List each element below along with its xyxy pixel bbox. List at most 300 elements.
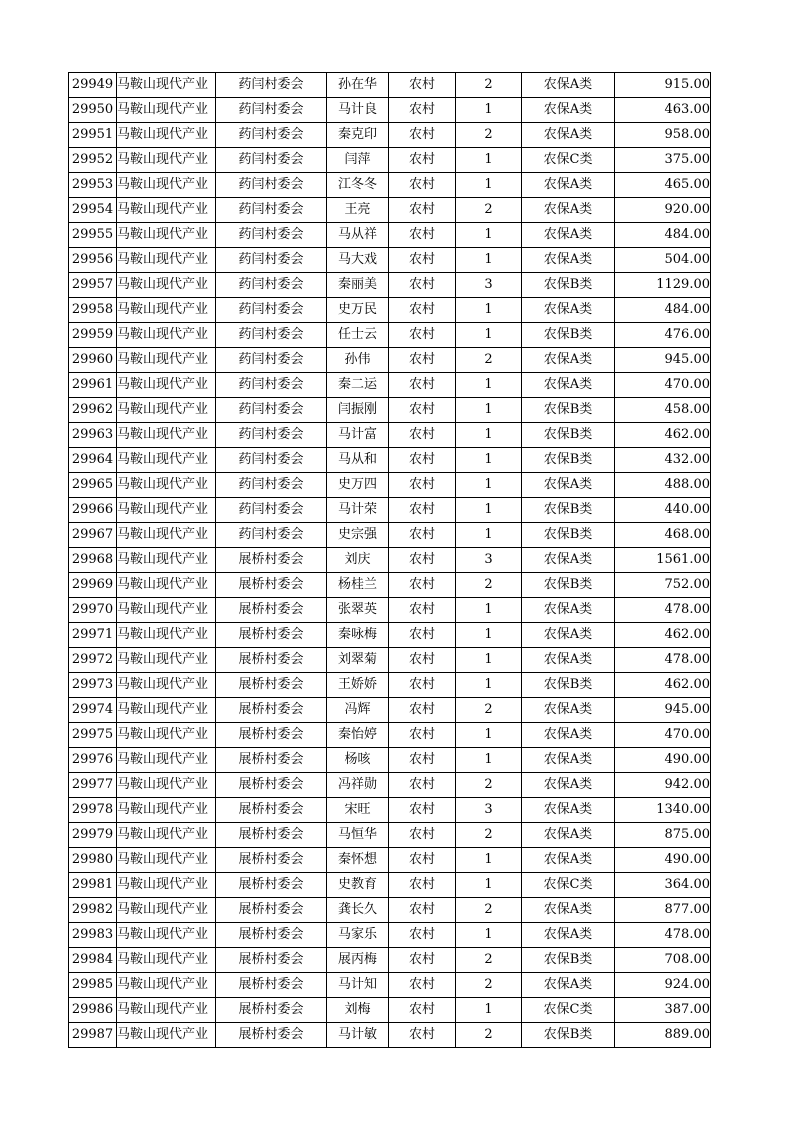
household-count-cell: 1 — [456, 473, 522, 498]
insurance-category-cell: 农保A类 — [522, 348, 615, 373]
insurance-category-cell: 农保A类 — [522, 598, 615, 623]
table-row — [69, 398, 711, 423]
amount-cell: 462.00 — [615, 623, 711, 648]
household-count-cell: 3 — [456, 548, 522, 573]
record-id-cell: 29952 — [69, 148, 117, 173]
insurance-category-cell: 农保A类 — [522, 373, 615, 398]
record-id-cell: 29960 — [69, 348, 117, 373]
table-row — [69, 873, 711, 898]
amount-cell: 945.00 — [615, 698, 711, 723]
table-row — [69, 648, 711, 673]
insurance-category-cell: 农保A类 — [522, 898, 615, 923]
amount-cell: 708.00 — [615, 948, 711, 973]
amount-cell: 958.00 — [615, 123, 711, 148]
table-row — [69, 573, 711, 598]
record-id-cell: 29949 — [69, 73, 117, 98]
record-id-cell: 29977 — [69, 773, 117, 798]
person-name-cell: 张翠英 — [327, 598, 389, 623]
village-committee-cell: 药闫村委会 — [216, 223, 327, 248]
table-row — [69, 773, 711, 798]
village-committee-cell: 药闫村委会 — [216, 398, 327, 423]
person-name-cell: 秦克印 — [327, 123, 389, 148]
village-committee-cell: 展桥村委会 — [216, 698, 327, 723]
residence-type-cell: 农村 — [389, 148, 456, 173]
village-committee-cell: 展桥村委会 — [216, 948, 327, 973]
table-row — [69, 373, 711, 398]
household-count-cell: 2 — [456, 348, 522, 373]
household-count-cell: 1 — [456, 623, 522, 648]
table-row — [69, 898, 711, 923]
organization-cell: 马鞍山现代产业 — [117, 448, 216, 473]
insurance-category-cell: 农保B类 — [522, 523, 615, 548]
amount-cell: 465.00 — [615, 173, 711, 198]
table-row — [69, 723, 711, 748]
organization-cell: 马鞍山现代产业 — [117, 873, 216, 898]
village-committee-cell: 展桥村委会 — [216, 873, 327, 898]
residence-type-cell: 农村 — [389, 848, 456, 873]
table-row — [69, 323, 711, 348]
insurance-category-cell: 农保B类 — [522, 673, 615, 698]
village-committee-cell: 展桥村委会 — [216, 773, 327, 798]
residence-type-cell: 农村 — [389, 248, 456, 273]
village-committee-cell: 药闫村委会 — [216, 198, 327, 223]
village-committee-cell: 药闫村委会 — [216, 98, 327, 123]
organization-cell: 马鞍山现代产业 — [117, 273, 216, 298]
organization-cell: 马鞍山现代产业 — [117, 698, 216, 723]
household-count-cell: 2 — [456, 948, 522, 973]
insurance-category-cell: 农保A类 — [522, 623, 615, 648]
amount-cell: 484.00 — [615, 298, 711, 323]
residence-type-cell: 农村 — [389, 573, 456, 598]
village-committee-cell: 药闫村委会 — [216, 173, 327, 198]
insurance-category-cell: 农保B类 — [522, 423, 615, 448]
organization-cell: 马鞍山现代产业 — [117, 348, 216, 373]
village-committee-cell: 药闫村委会 — [216, 473, 327, 498]
amount-cell: 470.00 — [615, 723, 711, 748]
village-committee-cell: 药闫村委会 — [216, 248, 327, 273]
record-id-cell: 29965 — [69, 473, 117, 498]
person-name-cell: 马家乐 — [327, 923, 389, 948]
village-committee-cell: 药闫村委会 — [216, 348, 327, 373]
village-committee-cell: 药闫村委会 — [216, 523, 327, 548]
organization-cell: 马鞍山现代产业 — [117, 223, 216, 248]
person-name-cell: 杨桂兰 — [327, 573, 389, 598]
household-count-cell: 2 — [456, 773, 522, 798]
insurance-category-cell: 农保B类 — [522, 1023, 615, 1048]
residence-type-cell: 农村 — [389, 923, 456, 948]
ledger-body — [69, 73, 711, 1048]
table-row — [69, 98, 711, 123]
person-name-cell: 秦咏梅 — [327, 623, 389, 648]
table-row — [69, 673, 711, 698]
person-name-cell: 龚长久 — [327, 898, 389, 923]
household-count-cell: 3 — [456, 798, 522, 823]
record-id-cell: 29986 — [69, 998, 117, 1023]
person-name-cell: 王亮 — [327, 198, 389, 223]
amount-cell: 484.00 — [615, 223, 711, 248]
person-name-cell: 孙在华 — [327, 73, 389, 98]
residence-type-cell: 农村 — [389, 323, 456, 348]
record-id-cell: 29957 — [69, 273, 117, 298]
household-count-cell: 1 — [456, 648, 522, 673]
amount-cell: 375.00 — [615, 148, 711, 173]
record-id-cell: 29962 — [69, 398, 117, 423]
table-row — [69, 523, 711, 548]
residence-type-cell: 农村 — [389, 623, 456, 648]
record-id-cell: 29969 — [69, 573, 117, 598]
amount-cell: 920.00 — [615, 198, 711, 223]
table-row — [69, 798, 711, 823]
table-row — [69, 973, 711, 998]
person-name-cell: 马计荣 — [327, 498, 389, 523]
amount-cell: 440.00 — [615, 498, 711, 523]
amount-cell: 915.00 — [615, 73, 711, 98]
amount-cell: 752.00 — [615, 573, 711, 598]
amount-cell: 877.00 — [615, 898, 711, 923]
table-row — [69, 273, 711, 298]
organization-cell: 马鞍山现代产业 — [117, 398, 216, 423]
village-committee-cell: 展桥村委会 — [216, 923, 327, 948]
household-count-cell: 3 — [456, 273, 522, 298]
record-id-cell: 29963 — [69, 423, 117, 448]
amount-cell: 1129.00 — [615, 273, 711, 298]
insurance-category-cell: 农保C类 — [522, 148, 615, 173]
record-id-cell: 29984 — [69, 948, 117, 973]
organization-cell: 马鞍山现代产业 — [117, 148, 216, 173]
amount-cell: 462.00 — [615, 673, 711, 698]
organization-cell: 马鞍山现代产业 — [117, 948, 216, 973]
record-id-cell: 29973 — [69, 673, 117, 698]
amount-cell: 432.00 — [615, 448, 711, 473]
insurance-category-cell: 农保A类 — [522, 648, 615, 673]
amount-cell: 478.00 — [615, 598, 711, 623]
table-row — [69, 123, 711, 148]
table-row — [69, 598, 711, 623]
organization-cell: 马鞍山现代产业 — [117, 748, 216, 773]
table-row — [69, 748, 711, 773]
record-id-cell: 29968 — [69, 548, 117, 573]
organization-cell: 马鞍山现代产业 — [117, 773, 216, 798]
record-id-cell: 29974 — [69, 698, 117, 723]
person-name-cell: 马计敏 — [327, 1023, 389, 1048]
table-row — [69, 448, 711, 473]
insurance-category-cell: 农保B类 — [522, 573, 615, 598]
organization-cell: 马鞍山现代产业 — [117, 723, 216, 748]
household-count-cell: 1 — [456, 673, 522, 698]
village-committee-cell: 展桥村委会 — [216, 1023, 327, 1048]
record-id-cell: 29964 — [69, 448, 117, 473]
household-count-cell: 1 — [456, 723, 522, 748]
insurance-category-cell: 农保A类 — [522, 123, 615, 148]
amount-cell: 470.00 — [615, 373, 711, 398]
table-row — [69, 823, 711, 848]
record-id-cell: 29975 — [69, 723, 117, 748]
household-count-cell: 1 — [456, 323, 522, 348]
table-row — [69, 148, 711, 173]
household-count-cell: 2 — [456, 123, 522, 148]
village-committee-cell: 展桥村委会 — [216, 548, 327, 573]
amount-cell: 1561.00 — [615, 548, 711, 573]
household-count-cell: 2 — [456, 698, 522, 723]
residence-type-cell: 农村 — [389, 223, 456, 248]
person-name-cell: 史教育 — [327, 873, 389, 898]
organization-cell: 马鞍山现代产业 — [117, 973, 216, 998]
organization-cell: 马鞍山现代产业 — [117, 323, 216, 348]
insurance-category-cell: 农保B类 — [522, 948, 615, 973]
residence-type-cell: 农村 — [389, 748, 456, 773]
village-committee-cell: 展桥村委会 — [216, 648, 327, 673]
insurance-category-cell: 农保A类 — [522, 773, 615, 798]
village-committee-cell: 展桥村委会 — [216, 823, 327, 848]
insurance-category-cell: 农保A类 — [522, 298, 615, 323]
record-id-cell: 29966 — [69, 498, 117, 523]
organization-cell: 马鞍山现代产业 — [117, 173, 216, 198]
residence-type-cell: 农村 — [389, 523, 456, 548]
residence-type-cell: 农村 — [389, 948, 456, 973]
village-committee-cell: 药闫村委会 — [216, 423, 327, 448]
record-id-cell: 29967 — [69, 523, 117, 548]
household-count-cell: 1 — [456, 523, 522, 548]
record-id-cell: 29980 — [69, 848, 117, 873]
organization-cell: 马鞍山现代产业 — [117, 298, 216, 323]
person-name-cell: 冯祥勋 — [327, 773, 389, 798]
village-committee-cell: 药闫村委会 — [216, 123, 327, 148]
person-name-cell: 秦怀想 — [327, 848, 389, 873]
insurance-category-cell: 农保A类 — [522, 73, 615, 98]
residence-type-cell: 农村 — [389, 298, 456, 323]
insurance-category-cell: 农保A类 — [522, 473, 615, 498]
insurance-category-cell: 农保B类 — [522, 448, 615, 473]
record-id-cell: 29981 — [69, 873, 117, 898]
amount-cell: 364.00 — [615, 873, 711, 898]
residence-type-cell: 农村 — [389, 973, 456, 998]
organization-cell: 马鞍山现代产业 — [117, 498, 216, 523]
residence-type-cell: 农村 — [389, 373, 456, 398]
insurance-category-cell: 农保A类 — [522, 823, 615, 848]
record-id-cell: 29982 — [69, 898, 117, 923]
table-row — [69, 498, 711, 523]
person-name-cell: 王娇娇 — [327, 673, 389, 698]
amount-cell: 504.00 — [615, 248, 711, 273]
amount-cell: 458.00 — [615, 398, 711, 423]
village-committee-cell: 展桥村委会 — [216, 623, 327, 648]
organization-cell: 马鞍山现代产业 — [117, 1023, 216, 1048]
household-count-cell: 1 — [456, 598, 522, 623]
organization-cell: 马鞍山现代产业 — [117, 523, 216, 548]
person-name-cell: 刘翠菊 — [327, 648, 389, 673]
record-id-cell: 29954 — [69, 198, 117, 223]
insurance-category-cell: 农保A类 — [522, 973, 615, 998]
organization-cell: 马鞍山现代产业 — [117, 673, 216, 698]
organization-cell: 马鞍山现代产业 — [117, 373, 216, 398]
insurance-category-cell: 农保C类 — [522, 998, 615, 1023]
residence-type-cell: 农村 — [389, 823, 456, 848]
household-count-cell: 2 — [456, 1023, 522, 1048]
amount-cell: 924.00 — [615, 973, 711, 998]
residence-type-cell: 农村 — [389, 123, 456, 148]
table-row — [69, 173, 711, 198]
record-id-cell: 29987 — [69, 1023, 117, 1048]
table-row — [69, 623, 711, 648]
table-row — [69, 198, 711, 223]
amount-cell: 1340.00 — [615, 798, 711, 823]
record-id-cell: 29985 — [69, 973, 117, 998]
village-committee-cell: 药闫村委会 — [216, 373, 327, 398]
amount-cell: 490.00 — [615, 848, 711, 873]
village-committee-cell: 药闫村委会 — [216, 498, 327, 523]
table-row — [69, 348, 711, 373]
village-committee-cell: 药闫村委会 — [216, 448, 327, 473]
person-name-cell: 孙伟 — [327, 348, 389, 373]
insurance-category-cell: 农保A类 — [522, 548, 615, 573]
village-committee-cell: 展桥村委会 — [216, 573, 327, 598]
organization-cell: 马鞍山现代产业 — [117, 98, 216, 123]
table-row — [69, 423, 711, 448]
residence-type-cell: 农村 — [389, 198, 456, 223]
insurance-category-cell: 农保B类 — [522, 273, 615, 298]
table-row — [69, 473, 711, 498]
household-count-cell: 1 — [456, 298, 522, 323]
residence-type-cell: 农村 — [389, 598, 456, 623]
person-name-cell: 马计富 — [327, 423, 389, 448]
residence-type-cell: 农村 — [389, 423, 456, 448]
table-row — [69, 1023, 711, 1048]
village-committee-cell: 展桥村委会 — [216, 848, 327, 873]
residence-type-cell: 农村 — [389, 723, 456, 748]
table-row — [69, 248, 711, 273]
organization-cell: 马鞍山现代产业 — [117, 923, 216, 948]
person-name-cell: 刘梅 — [327, 998, 389, 1023]
insurance-category-cell: 农保A类 — [522, 748, 615, 773]
organization-cell: 马鞍山现代产业 — [117, 548, 216, 573]
insurance-category-cell: 农保B类 — [522, 498, 615, 523]
insurance-category-cell: 农保A类 — [522, 723, 615, 748]
person-name-cell: 闫萍 — [327, 148, 389, 173]
village-committee-cell: 展桥村委会 — [216, 673, 327, 698]
amount-cell: 875.00 — [615, 823, 711, 848]
household-count-cell: 1 — [456, 998, 522, 1023]
organization-cell: 马鞍山现代产业 — [117, 73, 216, 98]
amount-cell: 945.00 — [615, 348, 711, 373]
amount-cell: 942.00 — [615, 773, 711, 798]
household-count-cell: 1 — [456, 748, 522, 773]
insurance-category-cell: 农保A类 — [522, 198, 615, 223]
amount-cell: 490.00 — [615, 748, 711, 773]
insurance-category-cell: 农保A类 — [522, 223, 615, 248]
organization-cell: 马鞍山现代产业 — [117, 623, 216, 648]
village-committee-cell: 展桥村委会 — [216, 748, 327, 773]
residence-type-cell: 农村 — [389, 873, 456, 898]
record-id-cell: 29983 — [69, 923, 117, 948]
record-id-cell: 29955 — [69, 223, 117, 248]
record-id-cell: 29956 — [69, 248, 117, 273]
residence-type-cell: 农村 — [389, 548, 456, 573]
insurance-category-cell: 农保A类 — [522, 248, 615, 273]
amount-cell: 468.00 — [615, 523, 711, 548]
household-count-cell: 1 — [456, 173, 522, 198]
household-count-cell: 1 — [456, 848, 522, 873]
village-committee-cell: 展桥村委会 — [216, 898, 327, 923]
organization-cell: 马鞍山现代产业 — [117, 123, 216, 148]
amount-cell: 387.00 — [615, 998, 711, 1023]
person-name-cell: 马从和 — [327, 448, 389, 473]
table-row — [69, 848, 711, 873]
person-name-cell: 秦二运 — [327, 373, 389, 398]
household-count-cell: 1 — [456, 98, 522, 123]
insurance-category-cell: 农保A类 — [522, 798, 615, 823]
household-count-cell: 1 — [456, 248, 522, 273]
person-name-cell: 马计知 — [327, 973, 389, 998]
person-name-cell: 江冬冬 — [327, 173, 389, 198]
person-name-cell: 闫振刚 — [327, 398, 389, 423]
organization-cell: 马鞍山现代产业 — [117, 998, 216, 1023]
record-id-cell: 29950 — [69, 98, 117, 123]
insurance-category-cell: 农保A类 — [522, 698, 615, 723]
household-count-cell: 2 — [456, 573, 522, 598]
table-row — [69, 73, 711, 98]
record-id-cell: 29971 — [69, 623, 117, 648]
person-name-cell: 马从祥 — [327, 223, 389, 248]
record-id-cell: 29953 — [69, 173, 117, 198]
organization-cell: 马鞍山现代产业 — [117, 648, 216, 673]
village-committee-cell: 展桥村委会 — [216, 798, 327, 823]
benefit-ledger-table — [68, 72, 711, 1048]
household-count-cell: 1 — [456, 923, 522, 948]
organization-cell: 马鞍山现代产业 — [117, 798, 216, 823]
table-row — [69, 298, 711, 323]
person-name-cell: 史宗强 — [327, 523, 389, 548]
table-row — [69, 923, 711, 948]
person-name-cell: 宋旺 — [327, 798, 389, 823]
village-committee-cell: 展桥村委会 — [216, 598, 327, 623]
insurance-category-cell: 农保A类 — [522, 848, 615, 873]
village-committee-cell: 药闫村委会 — [216, 73, 327, 98]
person-name-cell: 马恒华 — [327, 823, 389, 848]
insurance-category-cell: 农保C类 — [522, 873, 615, 898]
residence-type-cell: 农村 — [389, 448, 456, 473]
village-committee-cell: 药闫村委会 — [216, 273, 327, 298]
residence-type-cell: 农村 — [389, 398, 456, 423]
household-count-cell: 1 — [456, 498, 522, 523]
residence-type-cell: 农村 — [389, 898, 456, 923]
record-id-cell: 29979 — [69, 823, 117, 848]
household-count-cell: 1 — [456, 148, 522, 173]
residence-type-cell: 农村 — [389, 173, 456, 198]
table-row — [69, 223, 711, 248]
amount-cell: 476.00 — [615, 323, 711, 348]
amount-cell: 478.00 — [615, 923, 711, 948]
residence-type-cell: 农村 — [389, 998, 456, 1023]
organization-cell: 马鞍山现代产业 — [117, 598, 216, 623]
person-name-cell: 展丙梅 — [327, 948, 389, 973]
household-count-cell: 1 — [456, 373, 522, 398]
household-count-cell: 1 — [456, 448, 522, 473]
organization-cell: 马鞍山现代产业 — [117, 198, 216, 223]
record-id-cell: 29972 — [69, 648, 117, 673]
household-count-cell: 1 — [456, 423, 522, 448]
person-name-cell: 马计良 — [327, 98, 389, 123]
village-committee-cell: 展桥村委会 — [216, 998, 327, 1023]
residence-type-cell: 农村 — [389, 798, 456, 823]
person-name-cell: 马大戏 — [327, 248, 389, 273]
residence-type-cell: 农村 — [389, 273, 456, 298]
person-name-cell: 史万民 — [327, 298, 389, 323]
organization-cell: 马鞍山现代产业 — [117, 573, 216, 598]
residence-type-cell: 农村 — [389, 1023, 456, 1048]
person-name-cell: 史万四 — [327, 473, 389, 498]
insurance-category-cell: 农保A类 — [522, 923, 615, 948]
amount-cell: 488.00 — [615, 473, 711, 498]
